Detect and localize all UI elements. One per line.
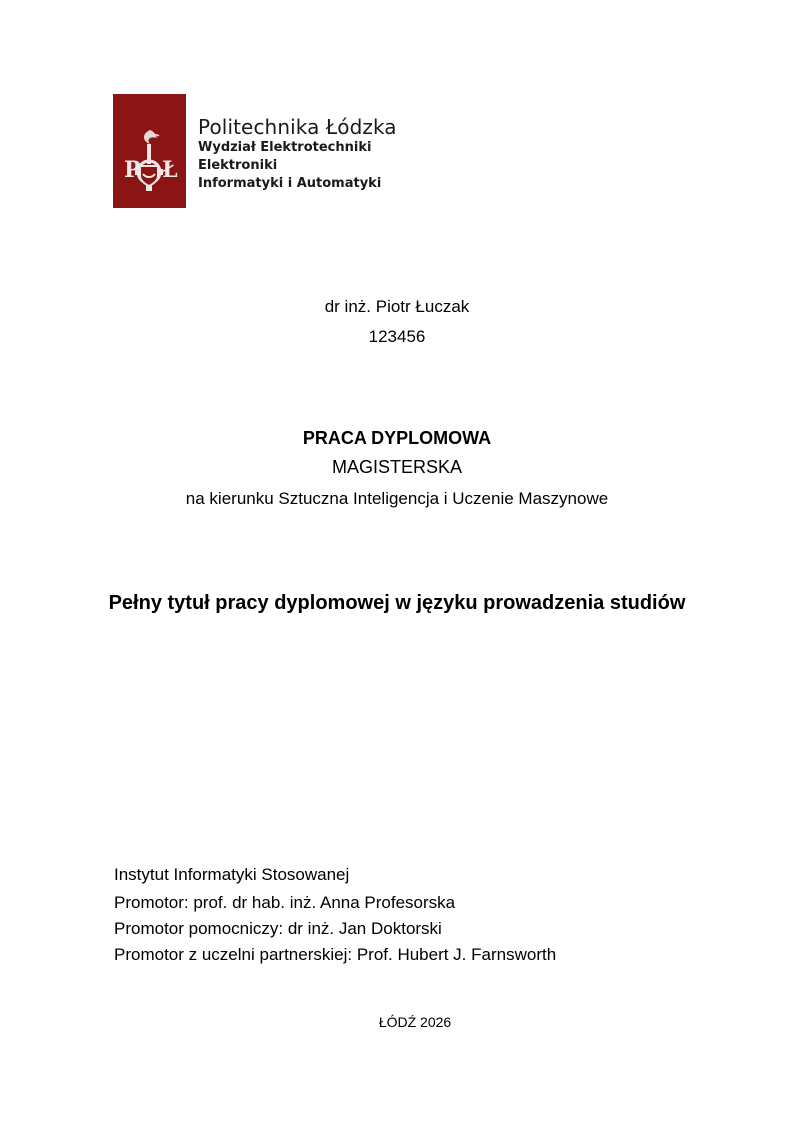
promotor: Promotor: prof. dr hab. inż. Anna Profesorska [114,893,456,912]
faculty-name-line-1: Wydział Elektrotechniki Elektroniki [198,140,372,173]
university-name: Politechnika Łódzka [198,115,397,139]
thesis-type: PRACA DYPLOMOWA [302,428,492,448]
institute-name: Instytut Informatyki Stosowanej [114,865,350,884]
city-year: ŁÓDŹ 2026 [378,1014,452,1030]
assistant-promotor: Promotor pomocniczy: dr inż. Jan Doktorski [114,919,442,938]
thesis-title: Pełny tytuł pracy dyplomowej w języku prowadzenia studiów [108,592,686,614]
thesis-field: na kierunku Sztuczna Inteligencja i Uczenie Maszynowe [185,489,609,508]
thesis-level: MAGISTERSKA [331,457,463,477]
svg-text:Ł: Ł [162,157,178,183]
faculty-name-line-2: Informatyki i Automatyki [198,176,382,191]
svg-text:P: P [124,157,141,183]
author-name: dr inż. Piotr Łuczak [324,297,470,316]
album-number: 123456 [368,327,426,346]
logo-text [186,94,439,208]
university-logo [113,94,439,208]
university-emblem-icon [113,94,186,208]
partner-promotor: Promotor z uczelni partnerskiej: Prof. Hubert J. Farnsworth [114,945,557,964]
